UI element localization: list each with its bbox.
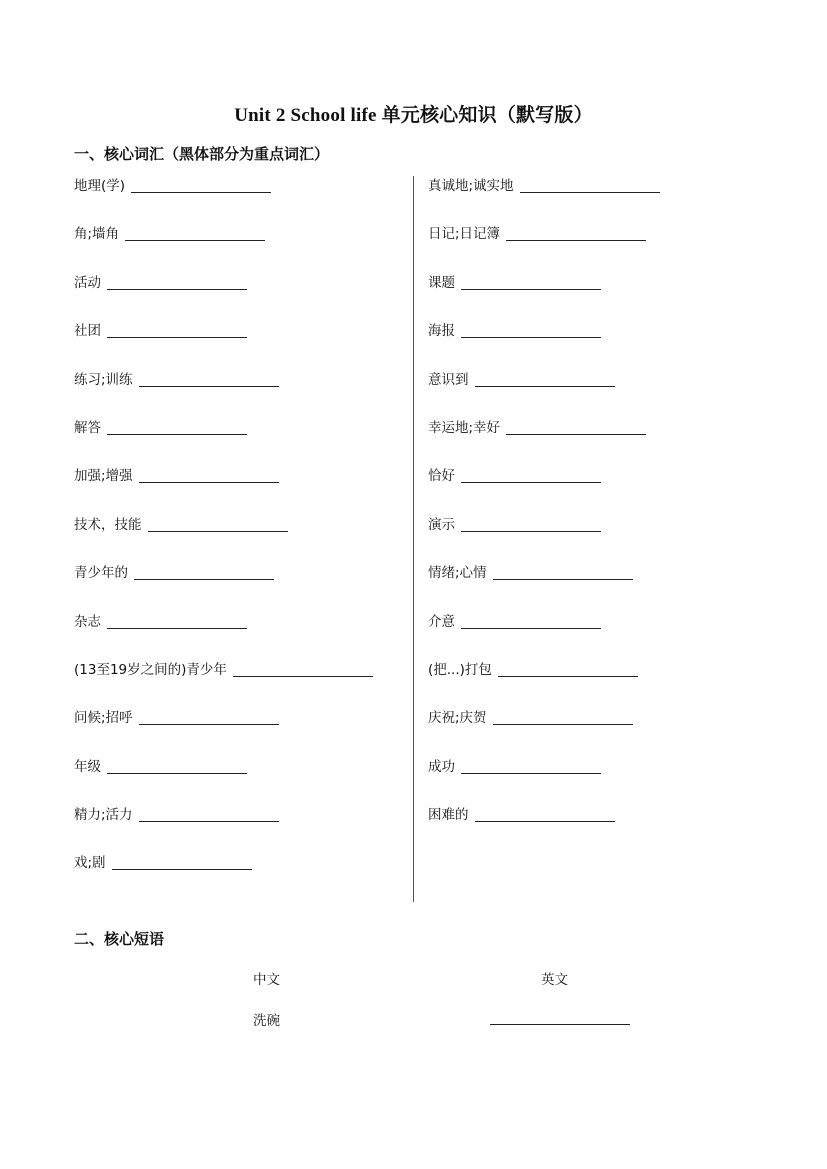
- vocab-column-left: [74, 176, 404, 902]
- vocab-label: 真诚地;诚实地: [428, 178, 514, 194]
- vocab-item: [74, 466, 404, 514]
- answer-blank[interactable]: [233, 660, 373, 677]
- answer-blank[interactable]: [520, 176, 660, 193]
- vocab-label: 恰好: [428, 468, 455, 485]
- answer-blank[interactable]: [139, 708, 279, 725]
- vocab-item: [428, 466, 758, 514]
- answer-blank[interactable]: [475, 370, 615, 387]
- section-phrases-heading: 二、核心短语: [74, 930, 165, 948]
- answer-blank[interactable]: [493, 563, 633, 580]
- vocab-item: [74, 370, 404, 418]
- vocab-item: [428, 660, 758, 708]
- phrase-header-english: 英文: [541, 972, 568, 988]
- vocab-label: 角;墙角: [74, 226, 120, 243]
- vocab-label: 年级: [74, 758, 101, 775]
- answer-blank[interactable]: [461, 273, 601, 290]
- vocab-label: 意识到: [428, 371, 469, 388]
- answer-blank[interactable]: [506, 418, 646, 435]
- vocab-label: 练习;训练: [74, 371, 133, 388]
- vocab-label: 活动: [74, 274, 101, 291]
- vocab-label: 技术，技能: [74, 516, 142, 533]
- vocab-item: [74, 805, 404, 853]
- vocab-label: 社团: [74, 323, 101, 340]
- vocab-item: [74, 176, 404, 224]
- vocab-item: [428, 515, 758, 563]
- vocab-item: [74, 757, 404, 805]
- answer-blank[interactable]: [112, 853, 252, 870]
- vocab-item: [74, 515, 404, 563]
- vocab-item: [428, 176, 758, 224]
- answer-blank[interactable]: [139, 466, 279, 483]
- answer-blank[interactable]: [498, 660, 638, 677]
- vocab-label: 精力;活力: [74, 807, 133, 824]
- vocab-label: 地理(学): [74, 178, 126, 194]
- answer-blank[interactable]: [107, 273, 247, 290]
- vocab-item: [428, 563, 758, 611]
- answer-blank[interactable]: [107, 612, 247, 629]
- answer-blank[interactable]: [506, 224, 646, 241]
- vocab-item: [74, 273, 404, 321]
- vocab-item: [428, 321, 758, 369]
- vocab-item: [74, 224, 404, 272]
- vocab-item: [74, 418, 404, 466]
- answer-blank[interactable]: [139, 805, 279, 822]
- vocab-item: [74, 563, 404, 611]
- section-vocab-heading: 一、核心词汇（黑体部分为重点词汇）: [74, 145, 330, 163]
- vocab-label: 情绪;心情: [428, 565, 487, 582]
- vocab-label: 加强;增强: [74, 468, 133, 485]
- answer-blank[interactable]: [139, 370, 279, 387]
- vocab-label: 问候;招呼: [74, 710, 133, 727]
- vocab-item: [428, 370, 758, 418]
- vocab-label: 日记;日记簿: [428, 226, 501, 243]
- answer-blank[interactable]: [107, 418, 247, 435]
- vocab-label: 成功: [428, 758, 455, 775]
- vocab-label: 海报: [428, 323, 455, 340]
- answer-blank[interactable]: [475, 805, 615, 822]
- vocab-label: 解答: [74, 419, 101, 436]
- answer-blank[interactable]: [107, 757, 247, 774]
- phrase-header-chinese: 中文: [253, 972, 280, 988]
- vocab-label: 困难的: [428, 807, 469, 824]
- vocab-label: 幸运地;幸好: [428, 419, 501, 436]
- vocab-item: [74, 321, 404, 369]
- vocab-label: 杂志: [74, 613, 101, 630]
- vocab-label: 青少年的: [74, 565, 128, 582]
- answer-blank[interactable]: [107, 321, 247, 338]
- vocab-item: [428, 224, 758, 272]
- answer-blank[interactable]: [461, 321, 601, 338]
- phrase-chinese: 洗碗: [253, 1013, 280, 1029]
- vocab-label: 课题: [428, 274, 455, 291]
- page-title: Unit 2 School life 单元核心知识（默写版）: [234, 105, 593, 126]
- vocab-label: 演示: [428, 516, 455, 533]
- answer-blank[interactable]: [493, 708, 633, 725]
- vocab-item: [428, 273, 758, 321]
- vocab-item: [74, 708, 404, 756]
- vocab-item: [428, 612, 758, 660]
- answer-blank[interactable]: [461, 757, 601, 774]
- answer-blank[interactable]: [125, 224, 265, 241]
- vocab-item: [428, 708, 758, 756]
- vocab-label: (把...)打包: [428, 661, 492, 678]
- answer-blank[interactable]: [461, 612, 601, 629]
- vocab-item: [74, 660, 404, 708]
- vocab-label: 介意: [428, 613, 455, 630]
- answer-blank[interactable]: [134, 563, 274, 580]
- vocab-item: [428, 805, 758, 853]
- vocab-label: (13至19岁之间的)青少年: [74, 661, 227, 678]
- vocab-item: [74, 612, 404, 660]
- vocab-label: 戏;剧: [74, 855, 106, 872]
- column-divider: [413, 176, 414, 902]
- vocab-item: [428, 418, 758, 466]
- answer-blank[interactable]: [131, 176, 271, 193]
- phrase-answer-blank[interactable]: [490, 1007, 630, 1025]
- answer-blank[interactable]: [461, 515, 601, 532]
- answer-blank[interactable]: [461, 466, 601, 483]
- vocab-item: [428, 757, 758, 805]
- answer-blank[interactable]: [148, 515, 288, 532]
- vocab-item: [74, 853, 404, 901]
- vocab-column-right: [428, 176, 758, 853]
- vocab-label: 庆祝;庆贺: [428, 710, 487, 727]
